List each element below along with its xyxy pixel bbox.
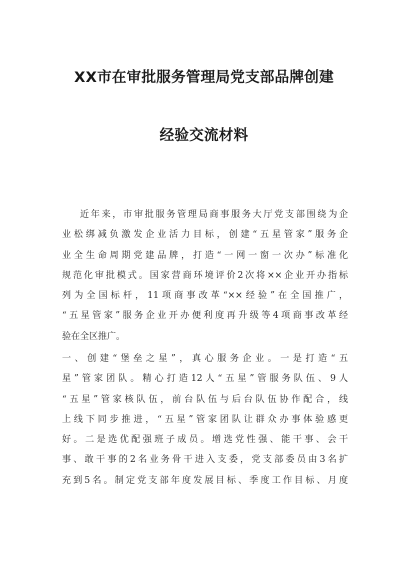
paragraph-line: 规范化审批模式。国家营商环境评价2次将××企业开办指标 (62, 270, 348, 281)
document-title-line-1: XX市在审批服务管理局党支部品牌创建 (74, 70, 334, 86)
paragraph-line: 一、创建“堡垒之星”，真心服务企业。一是打造“五 (62, 354, 348, 364)
paragraph-line: “五星”管家核队伍，前台队伍与后台队伍协作配合，线 (62, 394, 348, 405)
paragraph-line: 列为全国标杆，11项商事改革“××经验”在全国推广， (62, 291, 348, 302)
paragraph-line: 好。二是选优配强班子成员。增选党性强、能干事、会干 (62, 435, 348, 446)
paragraph-line: 验在全区推广。 (62, 331, 126, 342)
paragraph-line: 星”管家团队。精心打造12人“五星”管服务队伍、9人 (62, 374, 348, 385)
document-title-line-2: 经验交流材料 (159, 128, 249, 144)
paragraph-line: 充到5名。制定党支部年度发展目标、季度工作目标、月度 (62, 475, 348, 486)
paragraph-line: 近年来，市审批服务管理局商事服务大厅党支部围绕为企 (80, 210, 348, 220)
paragraph-intro (62, 205, 348, 347)
paragraph-line: 上线下同步推进，“五星”管家团队让群众办事体验感更 (62, 414, 348, 425)
paragraph-line: 事、敢干事的2名业务骨干进入支委，党支部委员由3名扩 (62, 455, 348, 466)
paragraph-line: 业全生命周期党建品牌，打造“一网一窗一次办”标准化 (62, 250, 348, 261)
paragraph-line: “五星管家”服务企业开办便利度再升级等4项商事改革经 (62, 311, 348, 322)
paragraph-section-one (62, 349, 348, 491)
paragraph-line: 业松绑减负激发企业活力目标，创建“五星管家”服务企 (62, 230, 348, 241)
